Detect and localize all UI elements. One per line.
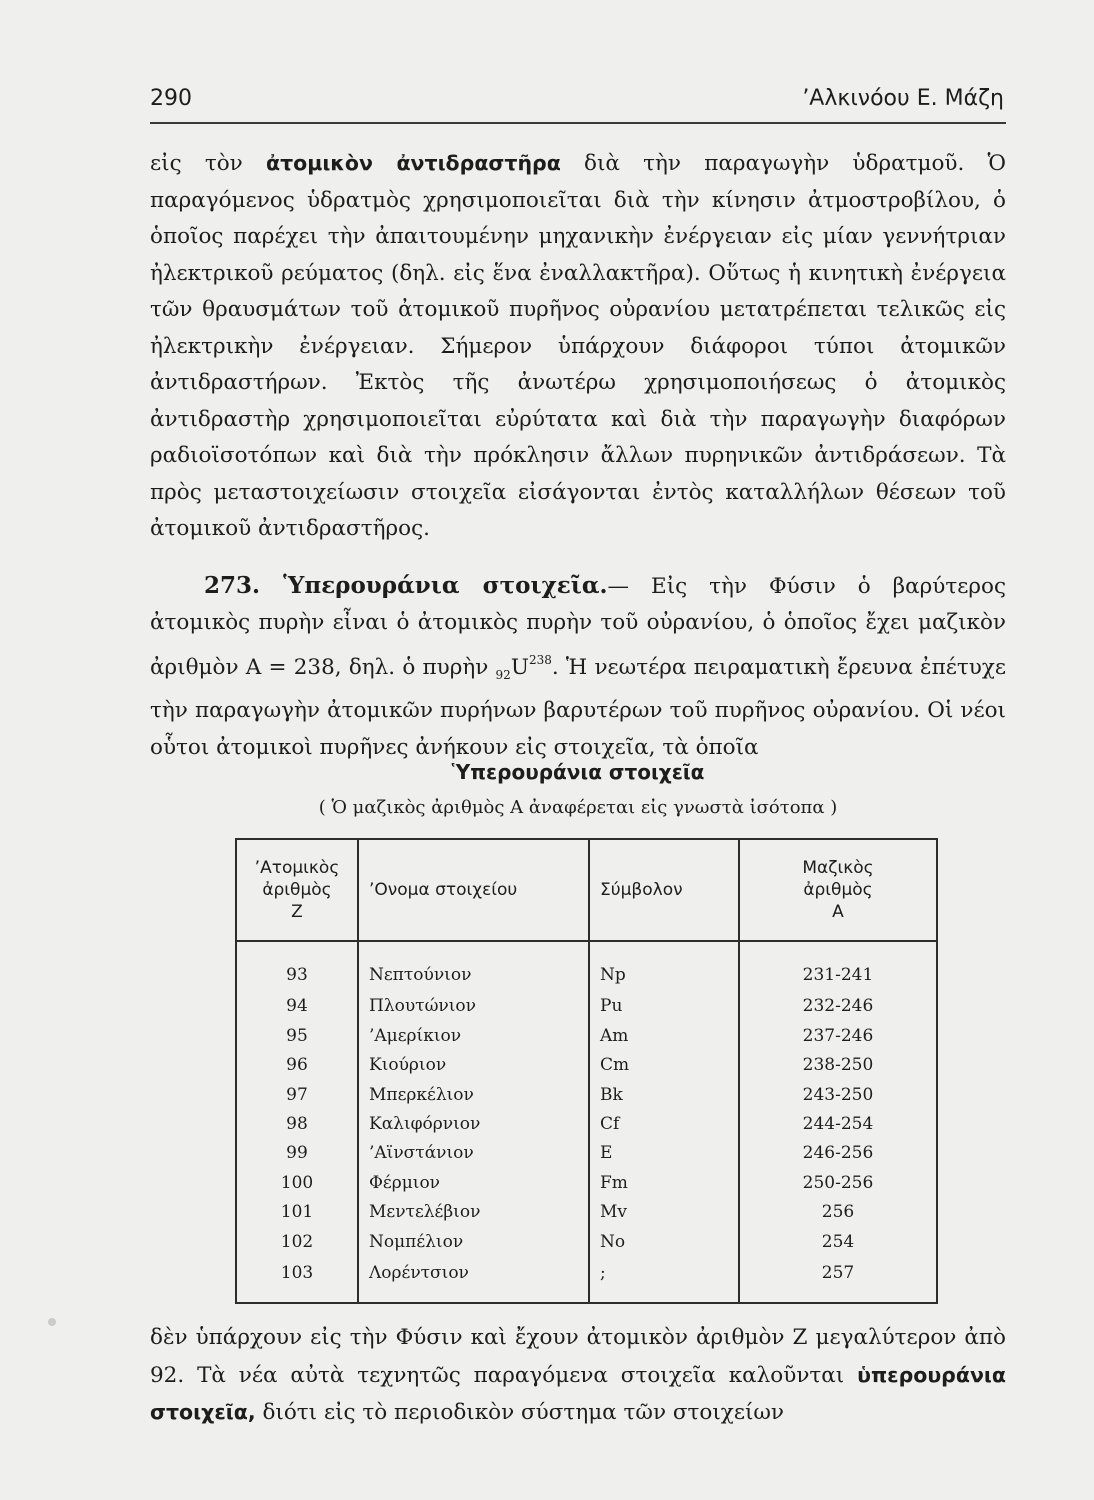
mass-number-cell: 243-250	[802, 1084, 874, 1105]
mass-number-cell: 256	[821, 1202, 855, 1223]
mass-number-cell: 246-256	[802, 1143, 874, 1164]
table-body	[236, 941, 937, 1303]
uranium-mass-number: 238	[528, 652, 552, 667]
element-symbol-cell: Cm	[589, 1051, 739, 1080]
element-name-header	[358, 839, 589, 941]
table-row	[236, 941, 937, 992]
paragraph-reactor-rest: διὰ τὴν παραγωγὴν ὑδρατμοῦ. Ὁ παραγόμενος ὑδρατμὸς χρησιμοποιεῖται διὰ τὴν κίνησιν ἀτμοστροβίλου, ὁ ὁποῖος παρέχει τὴν ἀπαιτουμένην μηχανικὴν ἐνέργειαν εἰς μίαν γεννήτριαν ἠλεκτρικοῦ ρεύματος (δηλ. εἰς ἕνα ἐναλλακτῆρα). Οὕτως ἡ κινητικὴ ἐνέργεια τῶν θραυσμάτων τοῦ ἀτομικοῦ πυρῆνος οὐρανίου μετατρέπεται τελικῶς εἰς ἠλεκτρικὴν ἐνέργειαν. Σήμερον ὑπάρχουν διάφοροι τύποι ἀτομικῶν ἀντιδραστήρων. Ἐκτὸς τῆς ἀνωτέρω χρησιμοποιήσεως ὁ ἀτομικὸς ἀντιδραστὴρ χρησιμοποιεῖται εὐρύτατα καὶ διὰ τὴν παραγωγὴν διαφόρων ραδιοϊσοτόπων καὶ διὰ τὴν πρόκλησιν ἄλλων πυρηνικῶν ἀντιδράσεων. Τὰ πρὸς μεταστοιχείωσιν στοιχεῖα εἰσάγονται ἐντὸς καταλλήλων θέσεων τοῦ ἀτομικοῦ ἀντιδραστῆρος.	[150, 151, 1007, 541]
table-row	[236, 1139, 937, 1168]
page-number: 290	[150, 86, 192, 111]
mass-number-header	[739, 839, 937, 941]
table-row	[236, 1257, 937, 1303]
table-row	[236, 1051, 937, 1080]
element-symbol-cell: Pu	[589, 992, 739, 1021]
atomic-number-cell: 101	[236, 1198, 358, 1227]
element-name-cell: Μεντελέβιον	[358, 1198, 589, 1227]
element-symbol-cell: Np	[589, 941, 739, 992]
paragraph-reactor	[150, 145, 1006, 548]
symbol-header	[589, 839, 739, 941]
mass-number-cell: 250-256	[802, 1172, 874, 1193]
element-name-cell: Νεπτούνιον	[358, 941, 589, 992]
section-273-paragraph	[150, 568, 1006, 767]
atomic-reactor-term: ἀτομικὸν ἀντιδραστῆρα	[265, 151, 561, 175]
element-symbol-cell: Fm	[589, 1169, 739, 1198]
atomic-number-cell: 99	[236, 1139, 358, 1168]
table-row	[236, 1080, 937, 1109]
atomic-number-header-line-2: ἀριθμὸς	[262, 880, 332, 900]
uranium-symbol: U	[510, 654, 529, 680]
transuranic-elements-term: ὑπερουράνια στοιχεῖα,	[150, 1362, 1006, 1424]
element-name-cell: Λορέντσιον	[358, 1257, 589, 1303]
mass-number-cell: 237-246	[802, 1025, 874, 1046]
paragraph-reactor-start: εἰς τὸν	[150, 151, 243, 176]
symbol-header-text: Σύμβολον	[600, 880, 683, 900]
uranium-atomic-number: 92	[495, 667, 511, 682]
atomic-number-cell: 96	[236, 1051, 358, 1080]
mass-number-cell: 232-246	[802, 996, 874, 1017]
page-header	[150, 78, 1006, 124]
section-text-before: — Εἰς τὴν Φύσιν ὁ βαρύτερος ἀτομικὸς πυρὴν εἶναι ὁ ἀτομικὸς πυρὴν τοῦ οὐρανίου, ὁ ὁποῖος ἔχει μαζικὸν ἀριθμὸν Α = 238, δηλ. ὁ πυρὴν	[150, 573, 1006, 680]
atomic-number-cell: 103	[236, 1257, 358, 1303]
mass-number-cell: 238-250	[802, 1055, 874, 1076]
element-name-cell: Νομπέλιον	[358, 1227, 589, 1256]
element-symbol-cell: Mv	[589, 1198, 739, 1227]
bottom-text-after: διότι εἰς τὸ περιοδικὸν σύστημα τῶν στοιχείων	[262, 1400, 785, 1425]
section-text-after: . Ἡ νεωτέρα πειραματικὴ ἔρευνα ἐπέτυχε τὴν παραγωγὴν ἀτομικῶν πυρήνων βαρυτέρων τοῦ πυρῆνος οὐρανίου. Οἱ νέοι οὗτοι ἀτομικοὶ πυρῆνες ἀνήκουν εἰς στοιχεῖα, τὰ ὁποῖα	[150, 654, 1006, 760]
atomic-number-cell: 102	[236, 1227, 358, 1256]
section-heading: 273. Ὑπερουράνια στοιχεῖα.	[204, 571, 608, 599]
mass-number-cell: 257	[821, 1262, 855, 1283]
atomic-number-cell: 94	[236, 992, 358, 1021]
paper-smudge	[48, 1318, 56, 1326]
atomic-number-cell: 95	[236, 1022, 358, 1051]
table-row	[236, 1198, 937, 1227]
table-header-row	[236, 839, 937, 941]
atomic-number-header	[236, 839, 358, 941]
element-name-header-text: ’Ονομα στοιχείου	[369, 880, 518, 900]
element-name-cell: ’Αϊνστάνιον	[358, 1139, 589, 1168]
table-row	[236, 1022, 937, 1051]
mass-number-cell: 231-241	[802, 964, 874, 985]
element-name-cell: Πλουτώνιον	[358, 992, 589, 1021]
element-symbol-cell: Cf	[589, 1110, 739, 1139]
transuranic-elements-table	[235, 838, 938, 1304]
element-symbol-cell: Am	[589, 1022, 739, 1051]
main-text	[150, 145, 1006, 766]
atomic-number-cell: 100	[236, 1169, 358, 1198]
mass-number-cell: 254	[821, 1231, 855, 1252]
uranium-nucleus	[495, 652, 552, 682]
mass-number-cell: 244-254	[802, 1113, 874, 1134]
atomic-number-cell: 93	[236, 941, 358, 992]
table-row	[236, 1169, 937, 1198]
element-symbol-cell: No	[589, 1227, 739, 1256]
atomic-number-cell: 98	[236, 1110, 358, 1139]
atomic-number-cell: 97	[236, 1080, 358, 1109]
element-symbol-cell: Bk	[589, 1080, 739, 1109]
mass-number-header-line-2: ἀριθμὸς	[803, 880, 873, 900]
element-name-cell: Φέρμιον	[358, 1169, 589, 1198]
bottom-text	[150, 1320, 1006, 1432]
element-name-cell: Καλιφόρνιον	[358, 1110, 589, 1139]
table-title: Ὑπερουράνια στοιχεῖα	[451, 760, 705, 784]
element-name-cell: Μπερκέλιον	[358, 1080, 589, 1109]
table-row	[236, 992, 937, 1021]
element-symbol-cell: E	[589, 1139, 739, 1168]
table-header	[236, 839, 937, 941]
mass-number-header-line-1: Μαζικὸς	[802, 858, 874, 878]
atomic-number-header-line-1: ’Ατομικὸς	[254, 858, 340, 878]
running-head: ’Αλκινόου Ε. Μάζη	[802, 86, 1004, 111]
atomic-number-header-line-3: Ζ	[291, 902, 303, 922]
element-name-cell: Κιούριον	[358, 1051, 589, 1080]
bottom-text-before: δὲν ὑπάρχουν εἰς τὴν Φύσιν καὶ ἔχουν ἀτομικὸν ἀριθμὸν Ζ μεγαλύτερον ἀπὸ 92. Τὰ νέα αὐτὰ τεχνητῶς παραγόμενα στοιχεῖα καλοῦνται	[150, 1325, 1006, 1388]
element-symbol-cell: ;	[589, 1257, 739, 1303]
table-note: ( Ὁ μαζικὸς ἀριθμὸς Α ἀναφέρεται εἰς γνωστὰ ἰσότοπα )	[318, 797, 838, 818]
element-name-cell: ’Αμερίκιον	[358, 1022, 589, 1051]
mass-number-header-line-3: Α	[832, 902, 844, 922]
table-row	[236, 1110, 937, 1139]
table-row	[236, 1227, 937, 1256]
